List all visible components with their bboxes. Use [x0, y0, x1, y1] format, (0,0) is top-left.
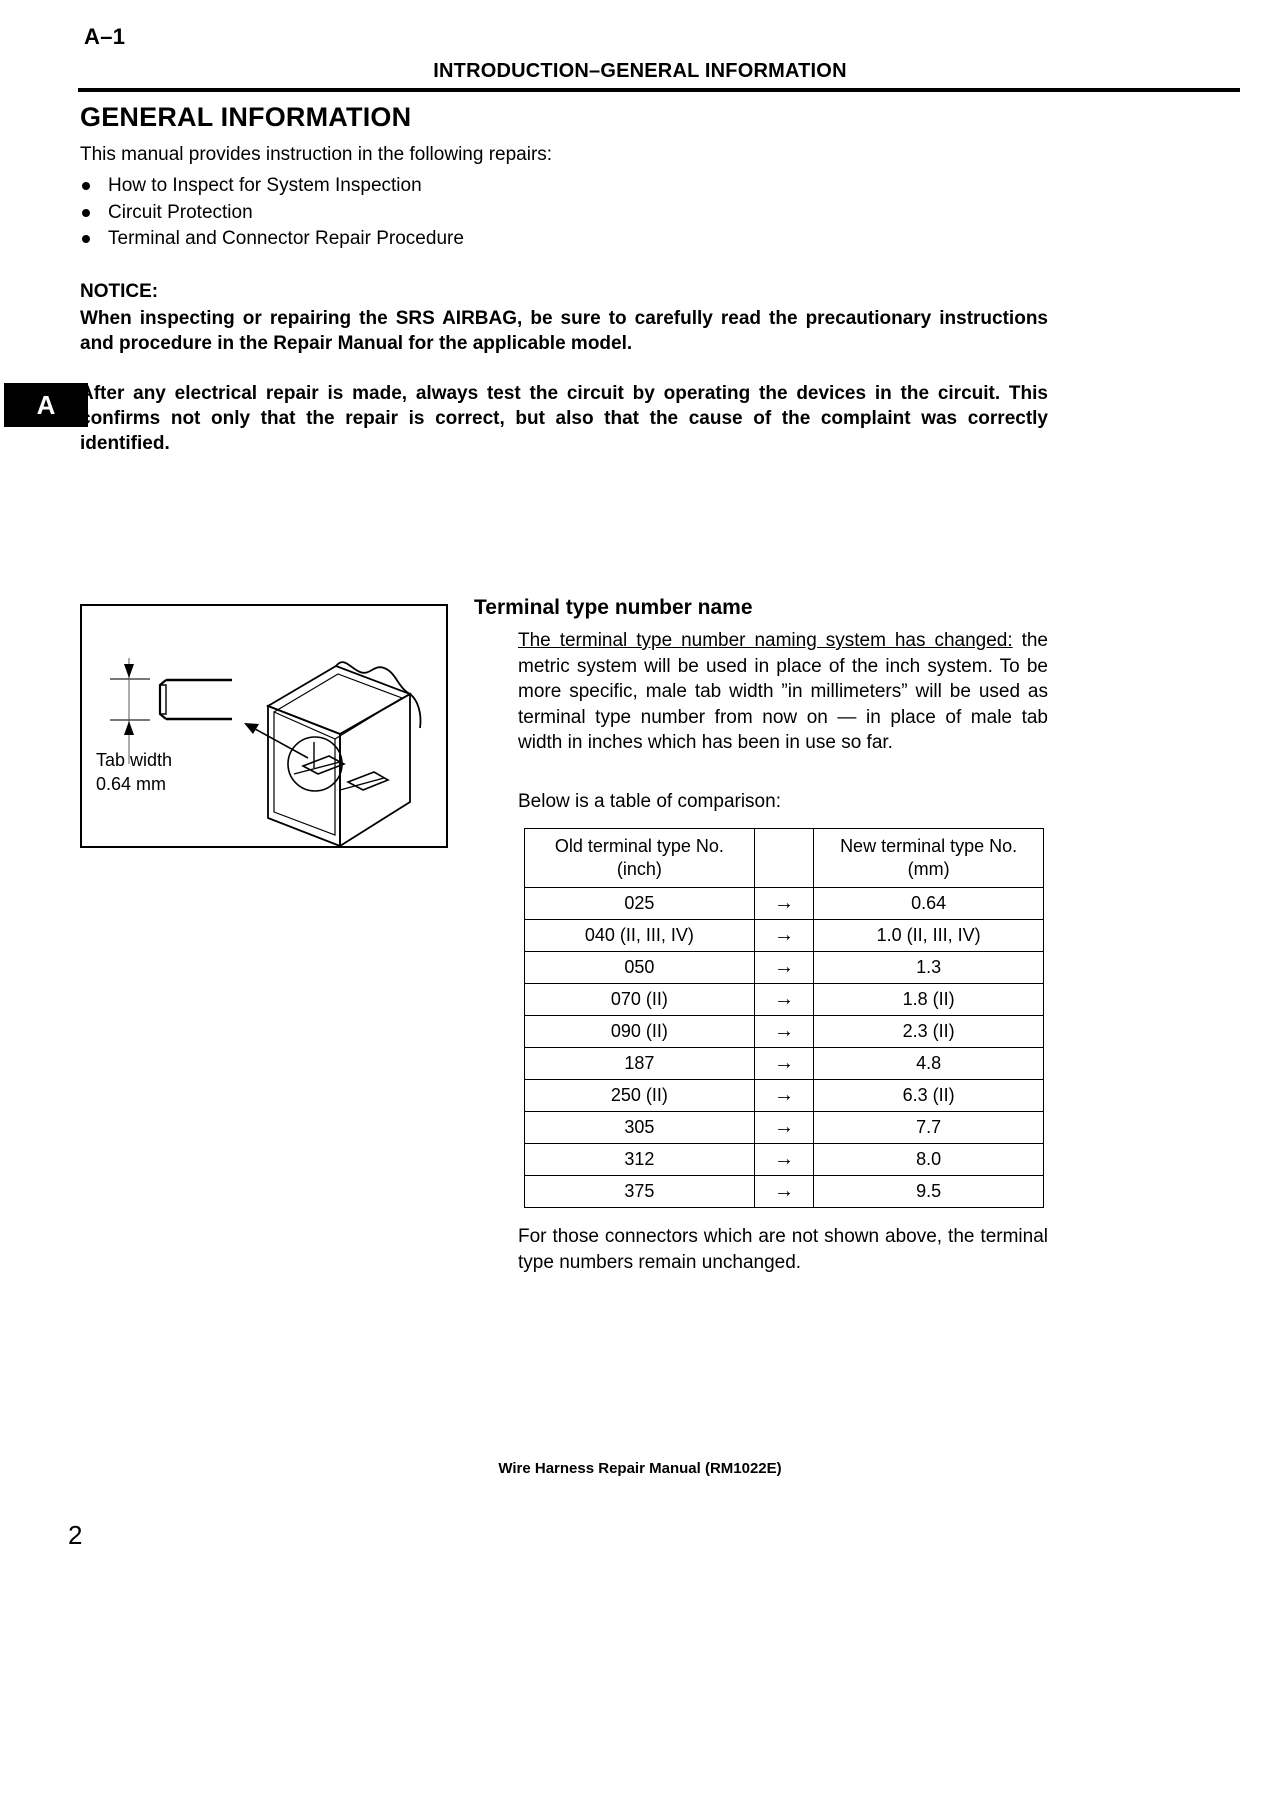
section-paragraph-1: [518, 628, 1048, 756]
cell-old: 070 (II): [525, 984, 755, 1016]
table-row: [525, 1016, 1044, 1048]
cell-new: 6.3 (II): [814, 1080, 1044, 1112]
page-header-title: INTRODUCTION–GENERAL INFORMATION: [433, 60, 847, 82]
arrow-icon: →: [754, 920, 813, 952]
after-repair-paragraph: After any electrical repair is made, always test the circuit by operating the devices in the circuit. This confirms not only that the repair is correct, but also that the cause of the complaint was correctly identified.: [80, 383, 1048, 454]
connector-figure: [80, 604, 448, 848]
figure-caption: [96, 748, 172, 796]
underlined-sentence: The terminal type number naming system has changed:: [518, 630, 1013, 651]
bullet-icon: [82, 182, 90, 190]
section-heading: Terminal type number name: [474, 596, 753, 619]
connector-diagram-svg: [82, 606, 446, 846]
cell-new: 0.64: [814, 888, 1044, 920]
header-old-line-2: (inch): [616, 859, 662, 879]
header-cell-old: [525, 829, 755, 888]
list-item: [80, 200, 464, 227]
header-cell-new: [814, 829, 1044, 888]
cell-old: 375: [525, 1176, 755, 1208]
notice-label: NOTICE:: [80, 281, 159, 302]
cell-new: 8.0: [814, 1144, 1044, 1176]
table-row: [525, 1112, 1044, 1144]
table-header-row: [525, 829, 1044, 888]
cell-new: 1.3: [814, 952, 1044, 984]
cell-new: 4.8: [814, 1048, 1044, 1080]
cell-old: 090 (II): [525, 1016, 755, 1048]
section-paragraph-3: For those connectors which are not shown above, the terminal type numbers remain unchanged.: [518, 1226, 1048, 1273]
arrow-icon: →: [754, 1112, 813, 1144]
arrow-icon: →: [754, 1048, 813, 1080]
cell-old: 187: [525, 1048, 755, 1080]
repairs-list: [80, 173, 464, 253]
header-new-line-1: New terminal type No.: [840, 836, 1018, 856]
header-divider: [78, 88, 1240, 92]
table-head: [525, 829, 1044, 888]
cell-new: 1.0 (II, III, IV): [814, 920, 1044, 952]
table-row: [525, 920, 1044, 952]
section-tab-letter: A: [36, 389, 56, 420]
cell-old: 250 (II): [525, 1080, 755, 1112]
cell-old: 050: [525, 952, 755, 984]
list-item-label: Circuit Protection: [108, 201, 253, 223]
arrow-icon: →: [754, 1080, 813, 1112]
list-item: [80, 173, 464, 200]
table-row: [525, 1176, 1044, 1208]
cell-old: 305: [525, 1112, 755, 1144]
page-title: GENERAL INFORMATION: [80, 102, 412, 132]
header-cell-arrow: [754, 829, 813, 888]
arrow-icon: →: [754, 984, 813, 1016]
table-row: [525, 952, 1044, 984]
table-row: [525, 1080, 1044, 1112]
notice-body: When inspecting or repairing the SRS AIRBAG, be sure to carefully read the precautionary instructions and procedure in the Repair Manual for the applicable model.: [80, 308, 1048, 354]
page-folio: A–1: [84, 24, 126, 49]
page-number: 2: [68, 1520, 83, 1550]
cell-old: 025: [525, 888, 755, 920]
arrow-icon: →: [754, 1176, 813, 1208]
cell-new: 9.5: [814, 1176, 1044, 1208]
intro-paragraph: This manual provides instruction in the following repairs:: [80, 144, 553, 165]
table-row: [525, 1048, 1044, 1080]
header-old-line-1: Old terminal type No.: [554, 836, 724, 856]
arrow-icon: →: [754, 1144, 813, 1176]
cell-old: 312: [525, 1144, 755, 1176]
list-item: [80, 226, 464, 253]
table-row: [525, 984, 1044, 1016]
cell-new: 7.7: [814, 1112, 1044, 1144]
list-item-label: How to Inspect for System Inspection: [108, 175, 422, 196]
arrow-icon: →: [754, 952, 813, 984]
cell-old: 040 (II, III, IV): [525, 920, 755, 952]
figure-caption-line-1: Tab width: [96, 750, 173, 770]
bullet-icon: [82, 235, 90, 243]
table-intro-text: Below is a table of comparison:: [518, 791, 781, 812]
arrow-icon: →: [754, 1016, 813, 1048]
arrow-icon: →: [754, 888, 813, 920]
table-row: [525, 1144, 1044, 1176]
paragraph-1-remainder: the metric system will be used in place of the inch system. To be more specific, male tab width ”in millimeters” will be used as terminal type number from now on — in place of male tab width in inches which has been in use so far.: [518, 630, 1048, 753]
footer-manual-name: Wire Harness Repair Manual (RM1022E): [498, 1460, 782, 1477]
figure-caption-line-2: 0.64 mm: [96, 774, 167, 794]
table-row: [525, 888, 1044, 920]
section-tab-a: [4, 383, 88, 427]
table-body: [525, 888, 1044, 1208]
list-item-label: Terminal and Connector Repair Procedure: [108, 228, 464, 249]
cell-new: 1.8 (II): [814, 984, 1044, 1016]
cell-new: 2.3 (II): [814, 1016, 1044, 1048]
header-new-line-2: (mm): [907, 859, 950, 879]
terminal-type-comparison-table: [524, 828, 1044, 1208]
bullet-icon: [82, 209, 90, 217]
